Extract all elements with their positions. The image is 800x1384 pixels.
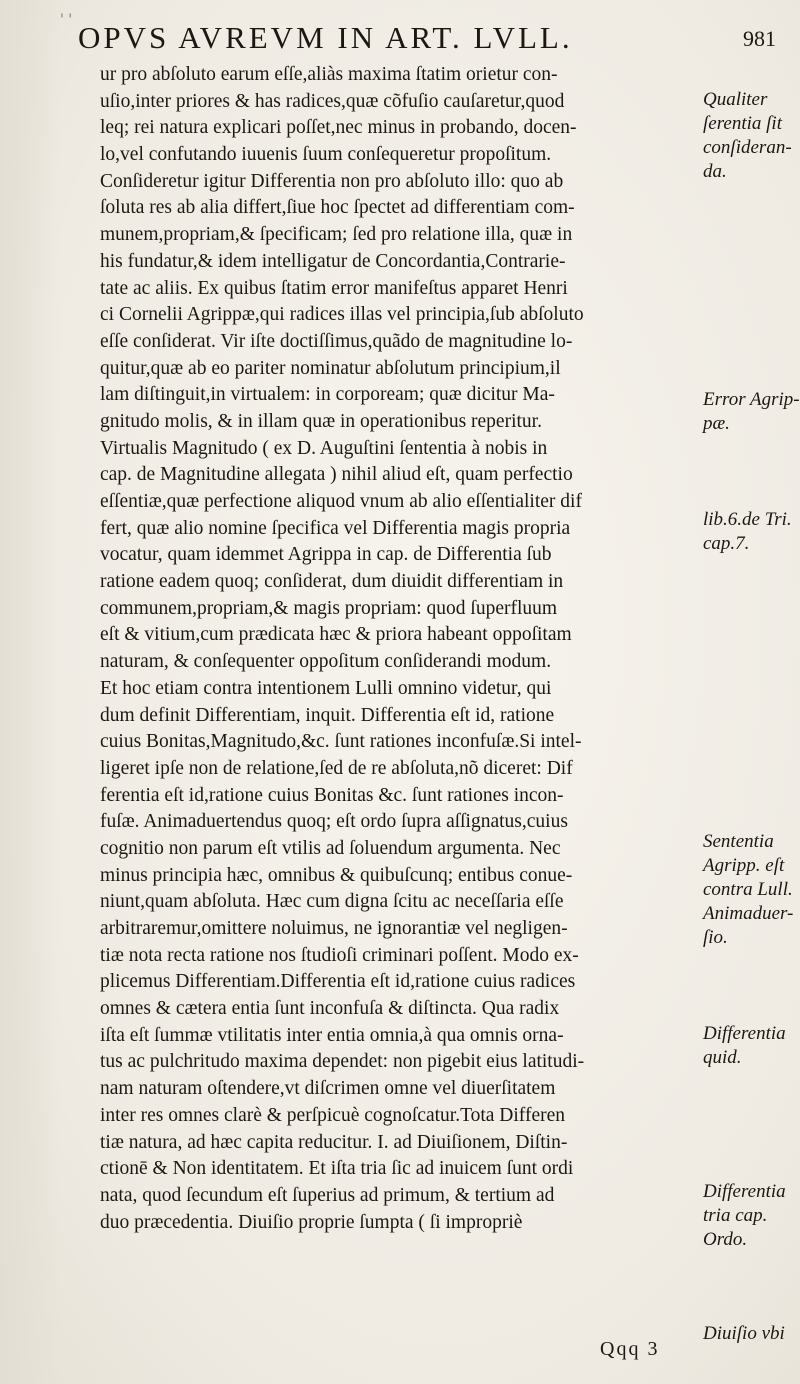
margin-note bbox=[703, 1022, 799, 1070]
margin-note-line: Differentia bbox=[703, 1181, 786, 1202]
margin-note-line: Sententia bbox=[703, 831, 774, 852]
text-line: duo præcedentia. Diuiſio proprie ſumpta ( ſi impropriè bbox=[100, 1211, 523, 1233]
text-line: Et hoc etiam contra intentionem Lulli omnino videtur, qui bbox=[100, 677, 552, 699]
margin-note-line: da. bbox=[703, 161, 727, 182]
text-line: niunt,quam abſoluta. Hæc cum digna ſcitu ac neceſſaria eſſe bbox=[100, 891, 564, 913]
text-line: Conſideretur igitur Differentia non pro abſoluto illo: quo ab bbox=[100, 170, 564, 192]
text-line: inter res omnes clarè & perſpicuè cognoſcatur.Tota Differen bbox=[100, 1104, 566, 1126]
text-line: Virtualis Magnitudo ( ex D. Auguſtini ſententia à nobis in bbox=[100, 437, 548, 459]
margin-note bbox=[703, 1322, 799, 1346]
text-line: ferentia eſt id,ratione cuius Bonitas &c. ſunt rationes incon- bbox=[100, 784, 564, 806]
text-line: communem,propriam,& magis propriam: quod ſuperfluum bbox=[100, 597, 558, 619]
text-line: omnes & cætera entia ſunt inconfuſa & diſtincta. Qua radix bbox=[100, 998, 560, 1020]
margin-note bbox=[703, 388, 799, 436]
margin-note-line: Ordo. bbox=[703, 1229, 748, 1250]
margin-note-line: Qualiter bbox=[703, 89, 768, 110]
text-line: tiæ natura, ad hæc capita reducitur. I. ad Diuiſionem, Diſtin- bbox=[100, 1131, 568, 1153]
text-line: eſſe conſiderat. Vir iſte doctiſſimus,quãdo de magnitudine lo- bbox=[100, 330, 573, 352]
text-line: cognitio non parum eſt vtilis ad ſoluendum argumenta. Nec bbox=[100, 837, 561, 859]
text-line: ctionē & Non identitatem. Et iſta tria ſic ad inuicem ſunt ordi bbox=[100, 1158, 574, 1180]
text-line: eſſentiæ,quæ perfectione aliquod vnum ab alio eſſentialiter dif bbox=[100, 491, 582, 512]
text-line: tiæ nota recta ratione nos ſtudioſi criminari poſſent. Modo ex- bbox=[100, 944, 579, 966]
main-text-block bbox=[100, 62, 700, 1236]
margin-note bbox=[703, 1180, 799, 1252]
margin-note-line: Agripp. eſt bbox=[703, 855, 785, 876]
text-line: ci Cornelii Agrippæ,qui radices illas vel principia,ſub abſoluto bbox=[100, 304, 584, 326]
text-line: lo,vel confutando iuuenis ſuum conſequeretur propoſitum. bbox=[100, 144, 552, 166]
margin-note-line: Error Agrip- bbox=[703, 389, 800, 410]
text-line: fert, quæ alio nomine ſpecifica vel Differentia magis propria bbox=[100, 517, 571, 539]
text-line: leq; rei natura explicari poſſet,nec minus in probando, docen- bbox=[100, 117, 577, 139]
text-line: ratione eadem quoq; conſiderat, dum diuidit differentiam in bbox=[100, 571, 564, 593]
margin-note bbox=[703, 88, 799, 184]
margin-note-line: pæ. bbox=[703, 413, 730, 434]
text-line: uſio,inter priores & has radices,quæ cõfuſio cauſaretur,quod bbox=[100, 90, 565, 112]
text-line: tus ac pulchritudo maxima dependet: non pigebit eius latitudi- bbox=[100, 1051, 585, 1073]
margin-note-line: Animaduer- bbox=[703, 903, 794, 924]
text-line: lam diſtinguit,in virtualem: in corpoream; quæ dicitur Ma- bbox=[100, 384, 555, 406]
running-header bbox=[78, 20, 778, 60]
corner-marks: ' ' bbox=[60, 12, 73, 28]
text-line: arbitraremur,omittere noluimus, ne ignorantiæ vel negligen- bbox=[100, 918, 568, 939]
text-line: tate ac aliis. Ex quibus ſtatim error manifeſtus apparet Henri bbox=[100, 277, 568, 299]
text-line: gnitudo molis, & in illam quæ in operationibus reperitur. bbox=[100, 410, 542, 432]
margin-note-line: ſerentia ſit bbox=[703, 113, 782, 134]
text-line: iſta eſt ſummæ vtilitatis inter entia omnia,à qua omnis orna- bbox=[100, 1024, 564, 1046]
text-line: cap. de Magnitudine allegata ) nihil aliud eſt, quam perfectio bbox=[100, 464, 573, 486]
text-line: ur pro abſoluto earum eſſe,aliàs maxima ſtatim orietur con- bbox=[100, 64, 558, 85]
margin-note-line: ſio. bbox=[703, 927, 728, 948]
margin-note bbox=[703, 830, 799, 950]
text-line: vocatur, quam idemmet Agrippa in cap. de Differentia ſub bbox=[100, 544, 552, 566]
text-line: ligeret ipſe non de relatione,ſed de re abſoluta,nõ diceret: Dif bbox=[100, 757, 573, 779]
margin-note-line: cap.7. bbox=[703, 533, 750, 554]
text-line: nam naturam oſtendere,vt diſcrimen omne vel diuerſitatem bbox=[100, 1078, 556, 1100]
margin-note-line: lib.6.de Tri. bbox=[703, 509, 792, 530]
text-line: munem,propriam,& ſpecificam; ſed pro relatione illa, quæ in bbox=[100, 224, 573, 246]
text-line: eſt & vitium,cum prædicata hæc & priora habeant oppoſitam bbox=[100, 624, 572, 646]
margin-note-line: contra Lull. bbox=[703, 879, 793, 900]
text-line: fuſæ. Animaduertendus quoq; eſt ordo ſupra aſſignatus,cuius bbox=[100, 811, 568, 833]
page-number: 981 bbox=[743, 26, 776, 51]
running-title: OPVS AVREVM IN ART. LVLL. bbox=[78, 20, 573, 55]
text-line: his fundatur,& idem intelligatur de Concordantia,Contrarie- bbox=[100, 250, 566, 272]
text-line: cuius Bonitas,Magnitudo,&c. ſunt rationes inconfuſæ.Si intel- bbox=[100, 731, 582, 753]
text-line: nata, quod ſecundum eſt ſuperius ad primum, & tertium ad bbox=[100, 1184, 555, 1206]
text-line: dum definit Differentiam, inquit. Differentia eſt id, ratione bbox=[100, 704, 555, 726]
binding-gutter-shadow bbox=[0, 0, 60, 1384]
text-line: ſoluta res ab alia differt,ſiue hoc ſpectet ad differentiam com- bbox=[100, 197, 575, 219]
margin-note bbox=[703, 508, 799, 556]
margin-note-line: tria cap. bbox=[703, 1205, 768, 1226]
margin-note-line: conſideran- bbox=[703, 137, 792, 158]
text-line: minus principia hæc, omnibus & quibuſcunq; entibus conue- bbox=[100, 864, 573, 886]
margin-note-line: quid. bbox=[703, 1047, 742, 1068]
text-line: naturam, & conſequenter oppoſitum conſiderandi modum. bbox=[100, 651, 552, 673]
margin-note-line: Differentia bbox=[703, 1023, 786, 1044]
margin-note-line: Diuiſio vbi bbox=[703, 1323, 785, 1344]
signature-mark: Qqq 3 bbox=[600, 1338, 660, 1360]
text-line: quitur,quæ ab eo pariter nominatur abſolutum principium,il bbox=[100, 357, 561, 379]
text-line: plicemus Differentiam.Differentia eſt id,ratione cuius radices bbox=[100, 971, 576, 993]
